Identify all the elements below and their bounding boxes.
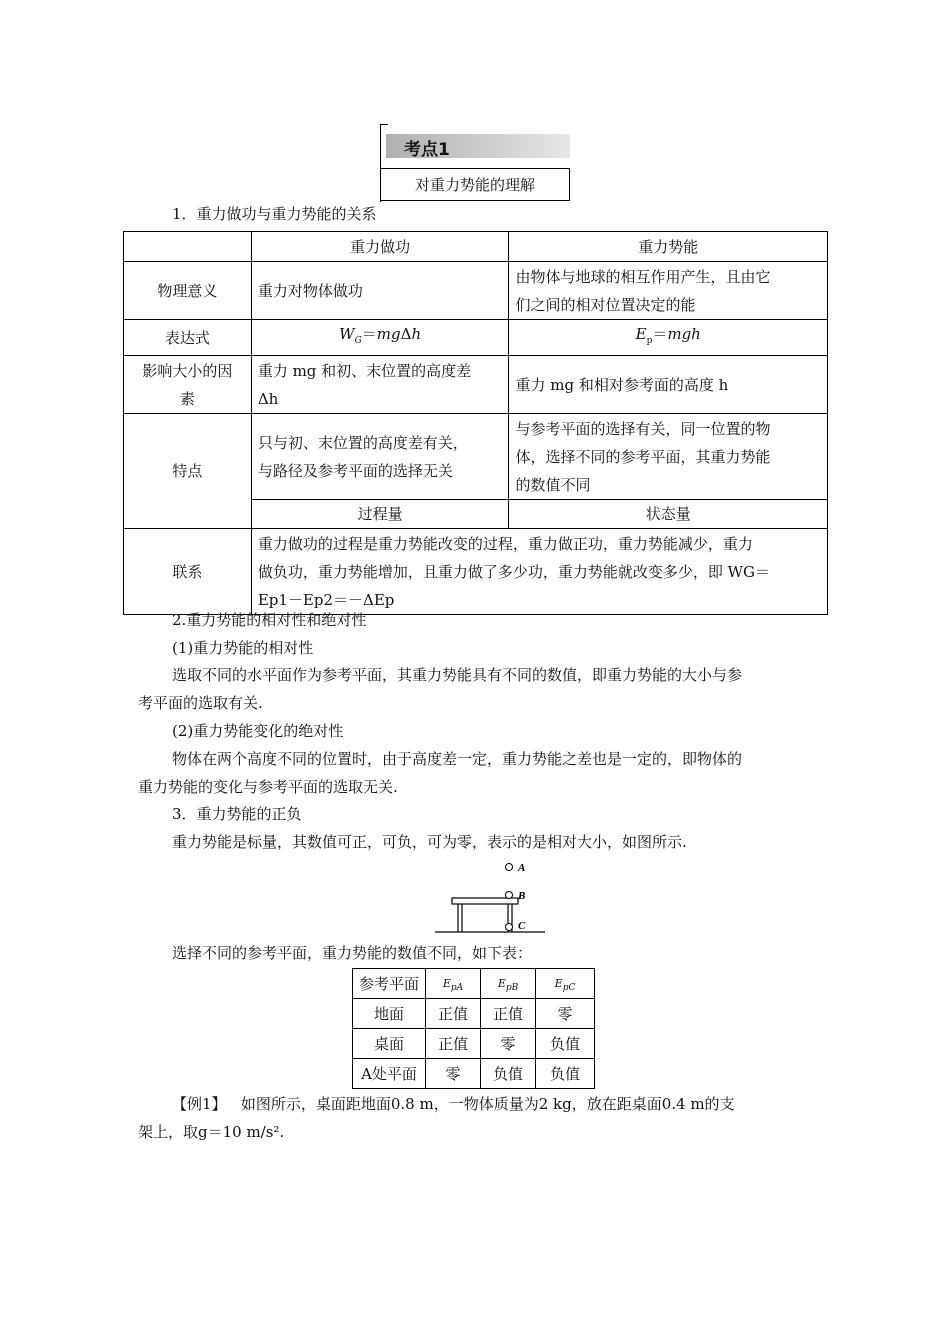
table-header: $E_{pA}$	[426, 969, 481, 999]
row-label: 特点	[124, 414, 252, 529]
row-label: 物理意义	[124, 262, 252, 320]
table-cell: 正值	[426, 999, 481, 1029]
table-header: $E_{pB}$	[481, 969, 536, 999]
label-a: A	[518, 862, 526, 874]
heading-3: 3．重力势能的正负	[172, 805, 302, 823]
section-badge	[386, 134, 570, 158]
table-cell: 重力做功的过程是重力势能改变的过程，重力做正功，重力势能减少，重力 做负功，重力势能增加，且重力做了多少功，重力势能就改变多少，即 WG＝ Ep1－Ep2＝－ΔEp	[251, 529, 827, 615]
relation-table	[123, 231, 828, 615]
subheading: (2)重力势能变化的绝对性	[172, 722, 344, 740]
paragraph: 物体在两个高度不同的位置时，由于高度差一定，重力势能之差也是一定的，即物体的	[172, 750, 743, 768]
table-cell: 零	[536, 999, 595, 1029]
table-cell: 与参考平面的选择有关，同一位置的物 体，选择不同的参考平面，其重力势能 的数值不同	[509, 414, 828, 500]
table-cell: 负值	[536, 1029, 595, 1059]
example-label: 【例1】	[172, 1095, 227, 1113]
row-label: 联系	[124, 529, 252, 615]
table-cell: 桌面	[353, 1029, 426, 1059]
table-cell: A处平面	[353, 1059, 426, 1089]
table-cell: 负值	[536, 1059, 595, 1089]
paragraph: 选择不同的参考平面，重力势能的数值不同，如下表：	[172, 944, 533, 962]
cell-line: 由物体与地球的相互作用产生，且由它	[515, 267, 771, 286]
table-cell: 状态量	[509, 500, 828, 529]
paragraph: 重力势能的变化与参考平面的选取无关.	[138, 778, 398, 796]
example-text: 如图所示，桌面距地面0.8 m，一物体质量为2 kg，放在距桌面0.4 m的支	[240, 1095, 735, 1113]
sign-table	[352, 968, 595, 1089]
table-header: $E_{pC}$	[536, 969, 595, 999]
table-header: 重力做功	[251, 232, 509, 262]
example-line: 架上，取g＝10 m/s².	[138, 1123, 285, 1141]
table-cell: 过程量	[251, 500, 509, 529]
table-cell: 零	[426, 1059, 481, 1089]
table-cell: 只与初、末位置的高度差有关， 与路径及参考平面的选择无关	[251, 414, 509, 500]
table-header: 重力势能	[509, 232, 828, 262]
row-label: 影响大小的因 素	[124, 356, 252, 414]
heading-1: 1．重力做功与重力势能的关系	[172, 205, 377, 223]
table-cell: 重力对物体做功	[251, 262, 509, 320]
paragraph: 考平面的选取有关.	[138, 694, 263, 712]
table-cell: 地面	[353, 999, 426, 1029]
paragraph: 选取不同的水平面作为参考平面，其重力势能具有不同的数值，即重力势能的大小与参	[172, 666, 743, 684]
table-cell: $W_G=mg\Delta h$	[251, 320, 509, 356]
subheading: (1)重力势能的相对性	[172, 639, 314, 657]
table-header: 参考平面	[353, 969, 426, 999]
table-cell: 正值	[481, 999, 536, 1029]
section-header	[380, 124, 570, 202]
section-badge-label: 考点1	[404, 140, 450, 160]
section-subtitle: 对重力势能的理解	[380, 168, 570, 201]
table-cell: 正值	[426, 1029, 481, 1059]
example-line	[172, 1093, 735, 1114]
label-b: B	[518, 890, 526, 902]
table-cell: $E_p=mgh$	[509, 320, 828, 356]
table-cell: 零	[481, 1029, 536, 1059]
table-cell	[124, 232, 252, 262]
label-c: C	[518, 920, 526, 932]
table-cell: 负值	[481, 1059, 536, 1089]
paragraph: 重力势能是标量，其数值可正，可负，可为零，表示的是相对大小，如图所示.	[172, 833, 687, 851]
divider	[380, 124, 388, 125]
heading-2: 2.重力势能的相对性和绝对性	[172, 611, 367, 629]
table-cell: 重力 mg 和初、末位置的高度差 Δh	[251, 356, 509, 414]
table-cell: 重力 mg 和相对参考面的高度 h	[509, 356, 828, 414]
cell-line: 们之间的相对位置决定的能	[515, 295, 696, 314]
row-label: 表达式	[124, 320, 252, 356]
table-figure	[430, 856, 550, 936]
table-cell	[509, 262, 828, 320]
